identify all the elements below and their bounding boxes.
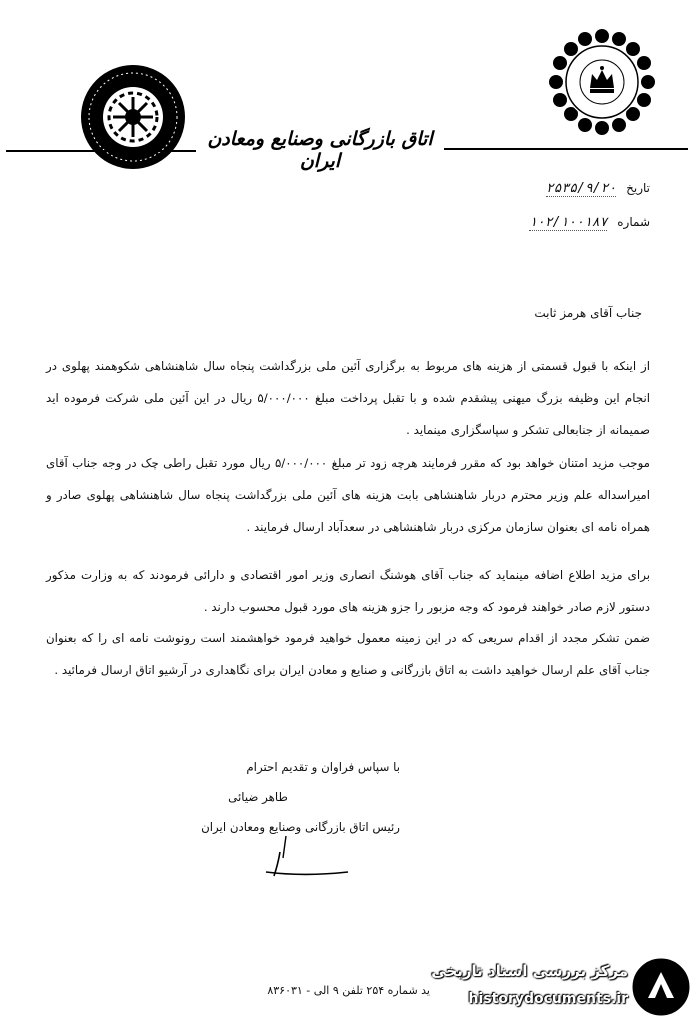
body-paragraph: ضمن تشکر مجدد از اقدام سریعی که در این زمینه معمول خواهید فرمود خواهشمند است رونوشت نامه ای را که بعنوان جناب آقای علم ارسال خواهید داشت به اتاق بازرگانی و صنایع و معادن ایران برای نگاهداری در آرشیو اتاق ارسال فرمائید . [46,631,650,677]
chamber-emblem-icon [78,62,188,172]
body-paragraph: موجب مزید امتنان خواهد بود که مقرر فرمایند هرچه زود تر مبلغ ۵/۰۰۰/۰۰۰ ریال مورد تقبل راطی چک در وجه جناب آقای امیراسداله علم وزیر محترم دربار شاهنشاهی بابت هزینه های آئین ملی بزرگداشت پنجاه سال شاهنشاهی پهلوی صادر و همراه نامه ای بعنوان سازمان مرکزی دربار شاهنشاهی در سعدآباد ارسال فرمایند . [46,456,650,534]
number-value: ۱۰۲/۱۰۰۱۸۷ [529,215,608,230]
footer-address: ید شماره ۲۵۴ تلفن ۹ الی - ۸۳۶۰۳۱ [267,984,430,997]
watermark-name: مرکز بررسی اسناد تاریخی [431,962,628,980]
body-paragraph: از اینکه با قبول قسمتی از هزینه های مربوط به برگزاری آئین ملی بزرگداشت پنجاه سال شاهنشاهی شکوهمند پهلوی در انجام این وظیفه بزرگ میهنی پیشقدم شده و با تقبل پرداخت مبلغ ۵/۰۰۰/۰۰۰ ریال در این آئین ملی شرکت فرموده اید صمیمانه از جنابعالی تشکر و سپاسگزاری مینماید . [46,359,651,437]
date-value: ۲۵۳۵/۹/۲۰ [545,181,617,196]
closing-phrase: با سپاس فراوان و تقدیم احترام [246,760,400,774]
crown-seal-icon [548,28,656,136]
date-label: تاریخ [626,181,650,195]
header-rule-right [444,148,688,150]
date-row [546,181,650,196]
header-rule-left [6,150,196,152]
salutation: جناب آقای هرمز ثابت [534,306,642,320]
signatory-name: طاهر ضیائی [228,790,288,804]
archive-logo-icon [628,954,694,1020]
body-paragraph: برای مزید اطلاع اضافه مینماید که جناب آقای هوشنگ انصاری وزیر امور اقتصادی و دارائی فرمودند که به وزارت مذکور دستور لازم صادر خواهند فرمود که وجه مزبور را جزو هزینه های مورد قبول محسوب دارند . [46,568,650,614]
number-row [529,215,650,230]
watermark-url[interactable]: historydocuments.ir [468,991,628,1007]
signatory-title: رئیس اتاق بازرگانی وصنایع ومعادن ایران [201,820,400,834]
org-title: اتاق بازرگانی وصنایع ومعادن ایران [207,128,433,172]
signature-icon [262,832,352,887]
number-label: شماره [617,215,650,229]
